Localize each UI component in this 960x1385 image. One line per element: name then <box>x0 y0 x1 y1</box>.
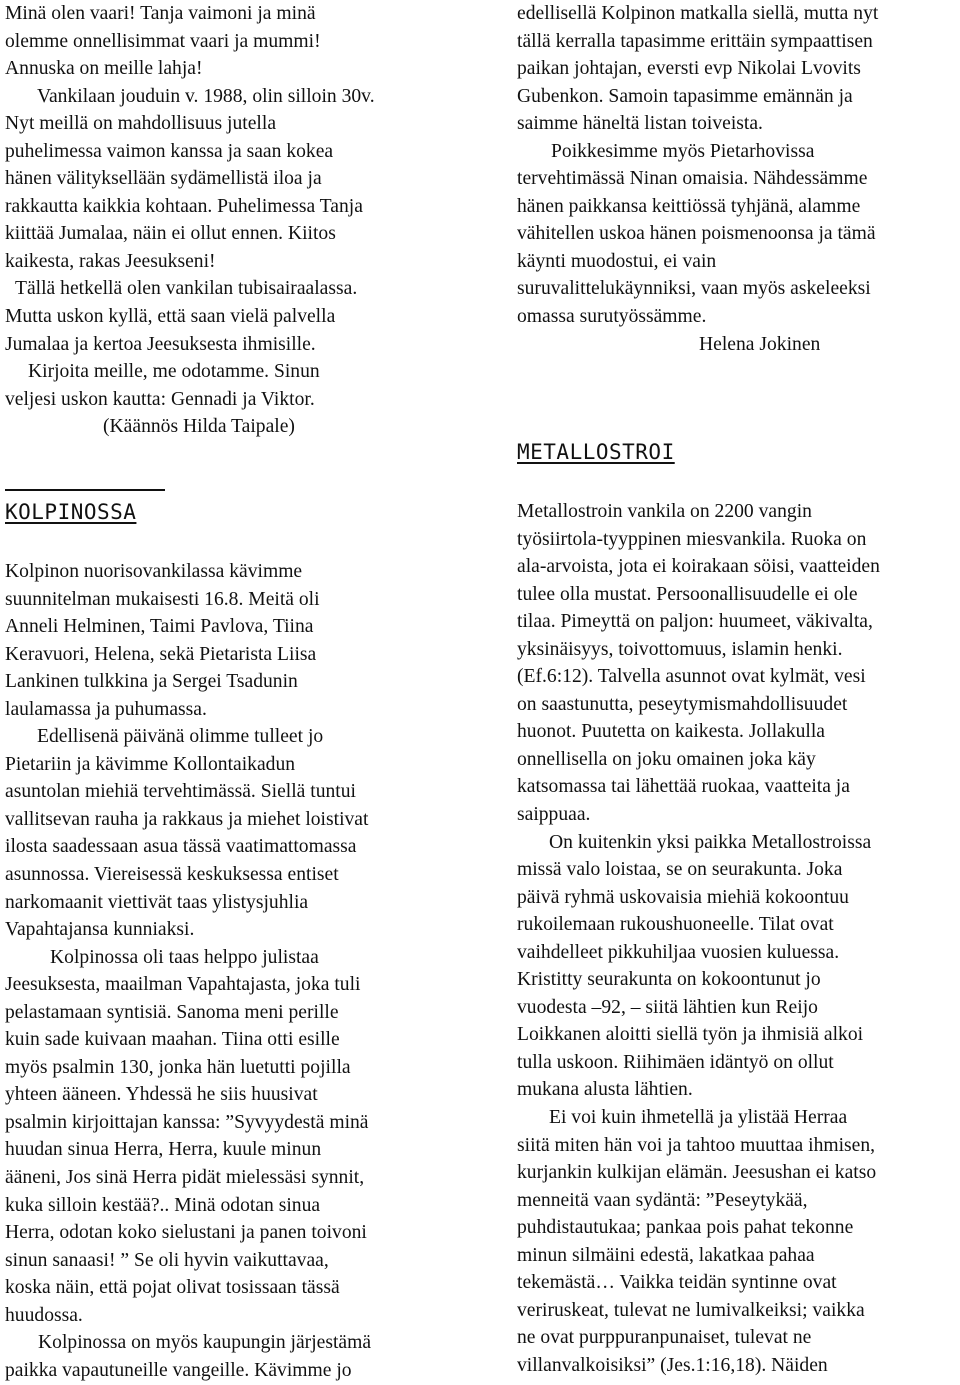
text-line: Jumalaa ja kertoa Jeesuksesta ihmisille. <box>5 333 316 355</box>
text-line: Nyt meillä on mahdollisuus jutella <box>5 113 277 135</box>
text-line: sinun sanaasi! ” Se oli hyvin vaikuttavaa, <box>5 1249 329 1271</box>
text-line: Jeesuksesta, maailman Vapahtajasta, joka tuli <box>5 974 361 996</box>
text-line: On kuitenkin yksi paikka Metallostroissa <box>549 831 872 853</box>
text-line: kuka silloin kestää?.. Minä odotan sinua <box>5 1194 321 1216</box>
text-line: asuntolan miehiä tervehtimässä. Siellä tuntui <box>5 781 356 803</box>
letter-text <box>5 0 375 441</box>
text-line: siitä miten hän voi ja tahtoo muuttaa ihmisen, <box>517 1134 876 1156</box>
text-line: Ei voi kuin ihmetellä ja ylistää Herraa <box>549 1107 848 1129</box>
text-line: Anneli Helminen, Taimi Pavlova, Tiina <box>5 616 314 638</box>
text-line: psalmin kirjoittajan kanssa: ”Syvyydestä minä <box>5 1111 369 1133</box>
text-line: ääneni, Jos sinä Herra pidät mielessäsi synnit, <box>5 1167 365 1189</box>
text-line: vaihdelleet pikkuhiljaa vuosien kuluessa. <box>517 941 840 963</box>
text-line: rukoilemaan rukoushuoneelle. Tilat ovat <box>517 914 834 936</box>
text-line: työsiirtola-tyyppinen miesvankila. Ruoka on <box>517 528 867 550</box>
text-line: ilosta saadessaan asua tässä vaatimattomassa <box>5 836 357 858</box>
text-line: veljesi uskon kautta: Gennadi ja Viktor. <box>5 388 315 410</box>
text-line: laulamassa ja puhumassa. <box>5 698 207 720</box>
text-line: puhdistautukaa; pankaa pois pahat tekonne <box>517 1217 854 1239</box>
text-line: Vapahtajansa kunniaksi. <box>5 919 195 941</box>
text-line: huudan sinua Herra, Herra, kuule minun <box>5 1139 322 1161</box>
text-line: olemme onnellisimmat vaari ja mummi! <box>5 30 321 52</box>
author-signature: Helena Jokinen <box>699 333 821 355</box>
text-line: tekemästä… Vaikka teidän syntinne ovat <box>517 1272 837 1294</box>
text-line: vähitellen uskoa hänen poismenoonsa ja tämä <box>517 223 876 245</box>
text-line: ne ovat purppuranpunaiset, tulevat ne <box>517 1327 812 1349</box>
section-separator-rule <box>5 489 165 491</box>
kolpinossa-article <box>5 558 371 1384</box>
text-line: missä valo loistaa, se on seurakunta. Joka <box>517 859 843 881</box>
text-line: suunnitelman mukaisesti 16.8. Meitä oli <box>5 588 320 610</box>
text-line: päivä ryhmä uskovaisia miehiä kokoontuu <box>517 886 849 908</box>
text-line: asunnossa. Viereisessä keskuksessa entiset <box>5 864 339 886</box>
text-line: kuin sade kuivaan maahan. Tiina otti esille <box>5 1029 340 1051</box>
text-line: Kolpinon nuorisovankilassa kävimme <box>5 561 303 582</box>
text-line: tulla uskoon. Riihimäen idäntyö on ollut <box>517 1051 834 1073</box>
text-line: huudossa. <box>5 1304 83 1326</box>
text-line: myös psalmin 130, jonka hän luetutti pojilla <box>5 1056 351 1078</box>
text-line: Keravuori, Helena, sekä Pietarista Liisa <box>5 643 317 665</box>
text-line: yksinäisyys, toivottomuus, islamin henki. <box>517 638 843 660</box>
text-line: kaikesta, rakas Jeesukseni! <box>5 250 216 272</box>
text-line: Kolpinossa oli taas helppo julistaa <box>50 946 319 968</box>
text-line: kurjankin kulkijan elämän. Jeesushan ei katso <box>517 1162 877 1184</box>
text-line: paikka vapautuneille vangeille. Kävimme jo <box>5 1359 352 1381</box>
text-line: Mutta uskon kyllä, että saan vielä palvella <box>5 306 336 328</box>
text-line: Annuska on meille lahja! <box>5 58 203 80</box>
text-line: katsomassa tai lähettää ruokaa, vaatteita ja <box>517 776 850 798</box>
text-line: tulee olla mustat. Persoonallisuudelle ei ole <box>517 583 858 605</box>
text-line: Kolpinossa on myös kaupungin järjestämä <box>38 1332 372 1354</box>
text-line: Lankinen tulkkina ja Sergei Tsadunin <box>5 671 298 693</box>
text-line: menneitä vaan sydäntä: ”Peseytykää, <box>517 1189 808 1211</box>
text-line: vallitsevan rauha ja rakkaus ja miehet loistivat <box>5 808 369 830</box>
text-line: kiittää Jumalaa, näin ei ollut ennen. Kiitos <box>5 223 336 245</box>
text-line: on saastunutta, peseytymismahdollisuudet <box>517 693 848 715</box>
text-line: edellisellä Kolpinon matkalla siellä, mutta nyt <box>517 3 879 24</box>
text-line: Gubenkon. Samoin tapasimme emännän ja <box>517 85 853 107</box>
kolpinossa-continuation <box>517 0 878 358</box>
text-line: Metallostroin vankila on 2200 vangin <box>517 501 812 522</box>
text-line: Kirjoita meille, me odotamme. Sinun <box>28 361 320 383</box>
text-line: pelastamaan syntisiä. Sanoma meni perille <box>5 1001 339 1023</box>
metallostroi-article <box>517 498 880 1380</box>
text-line: Loikkanen aloitti siellä työn ja ihmisiä alkoi <box>517 1024 864 1046</box>
text-line: narkomaanit viettivät taas ylistysjuhlia <box>5 891 309 913</box>
text-line: Tällä hetkellä olen vankilan tubisairaalassa. <box>15 278 358 300</box>
text-line: tervehtimässä Ninan omaisia. Nähdessämme <box>517 168 868 190</box>
text-line: tällä kerralla tapasimme erittäin sympaattisen <box>517 30 873 52</box>
text-line: onnellisella on joku omainen joka käy <box>517 748 816 770</box>
text-line: yhteen ääneen. Yhdessä he siis huusivat <box>5 1084 318 1106</box>
text-line: puhelimessa vaimon kanssa ja saan kokea <box>5 140 334 162</box>
text-line: rakkautta kaikkia kohtaan. Puhelimessa Tanja <box>5 195 363 217</box>
text-line: saimme häneltä listan toiveista. <box>517 113 763 135</box>
text-line: hänen paikkansa keittiössä tyhjänä, alamme <box>517 195 861 217</box>
text-line: käynti muodostui, ei vain <box>517 250 717 272</box>
text-line: veriruskeat, tulevat ne lumivalkeiksi; vaikka <box>517 1299 865 1321</box>
section-heading-kolpinossa: KOLPINOSSA <box>5 500 137 524</box>
text-line: hänen välityksellään sydämellistä iloa ja <box>5 168 322 190</box>
text-line: Vankilaan jouduin v. 1988, olin silloin 30v. <box>37 85 375 107</box>
translator-credit: (Käännös Hilda Taipale) <box>103 416 295 438</box>
text-line: Kristitty seurakunta on kokoontunut jo <box>517 969 821 991</box>
text-line: Edellisenä päivänä olimme tulleet jo <box>37 726 324 748</box>
text-line: huonot. Puutetta on kaikesta. Jollakulla <box>517 721 826 743</box>
text-line: ala-arvoista, jota ei koirakaan söisi, vaatteiden <box>517 556 880 578</box>
text-line: saippuaa. <box>517 804 591 826</box>
text-line: tilaa. Pimeyttä on paljon: huumeet, väkivalta, <box>517 611 873 633</box>
text-line: Herra, odotan koko sielustani ja panen toivoni <box>5 1222 367 1244</box>
text-line: koska näin, että pojat olivat tosissaan tässä <box>5 1277 340 1299</box>
text-line: vuodesta –92, – siitä lähtien kun Reijo <box>517 996 818 1018</box>
text-line: Pietariin ja kävimme Kollontaikadun <box>5 753 296 775</box>
section-heading-metallostroi: METALLOSTROI <box>517 440 675 464</box>
text-line: mukana alusta lähtien. <box>517 1079 693 1101</box>
text-line: Minä olen vaari! Tanja vaimoni ja minä <box>5 3 316 24</box>
text-line: paikan johtajan, eversti evp Nikolai Lvovits <box>517 58 861 80</box>
text-line: villanvalkoisiksi” (Jes.1:16,18). Näiden <box>517 1354 828 1376</box>
text-line: Poikkesimme myös Pietarhovissa <box>551 140 815 162</box>
text-line: (Ef.6:12). Talvella asunnot ovat kylmät, vesi <box>517 666 866 688</box>
text-line: suruvalittelukäynniksi, vaan myös askeleeksi <box>517 278 871 300</box>
text-line: minun silmäini edestä, lakatkaa pahaa <box>517 1244 815 1266</box>
text-line: omassa surutyössämme. <box>517 306 707 328</box>
